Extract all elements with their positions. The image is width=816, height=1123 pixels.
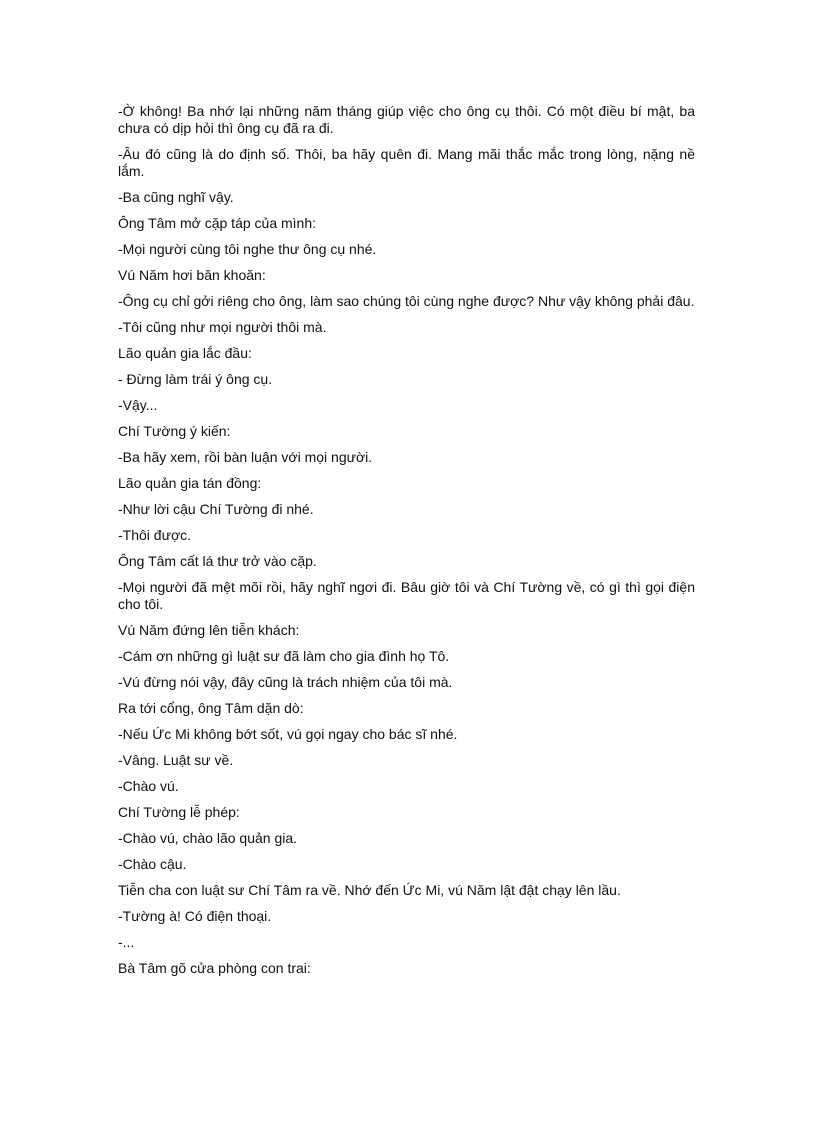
paragraph: Tiễn cha con luật sư Chí Tâm ra về. Nhớ đến Ức Mi, vú Năm lật đật chạy lên lầu. (118, 882, 621, 898)
paragraph: -Chào vú. (118, 778, 179, 794)
paragraph: -... (118, 934, 135, 950)
paragraph: -Nếu Ức Mi không bớt sốt, vú gọi ngay cho bác sĩ nhé. (118, 726, 458, 742)
paragraph: -Vậy... (118, 397, 158, 413)
paragraph: -Tường à! Có điện thoại. (118, 908, 272, 924)
paragraph: -Như lời cậu Chí Tường đi nhé. (118, 501, 314, 517)
paragraph: -Mọi người cùng tôi nghe thư ông cụ nhé. (118, 241, 377, 257)
paragraph: Vú Năm đứng lên tiễn khách: (118, 622, 300, 638)
paragraph: Chí Tường ý kiến: (118, 423, 231, 439)
paragraph: Lão quản gia lắc đầu: (118, 345, 252, 361)
paragraph: Ông Tâm cất lá thư trở vào cặp. (118, 553, 317, 569)
paragraph: Ra tới cổng, ông Tâm dặn dò: (118, 700, 304, 716)
paragraph: -Âu đó cũng là do định số. Thôi, ba hãy quên đi. Mang mãi thắc mắc trong lòng, nặng nề lắm. (118, 146, 695, 179)
paragraph: Ông Tâm mở cặp táp của mình: (118, 215, 317, 231)
paragraph: -Ờ không! Ba nhớ lại những năm tháng giúp việc cho ông cụ thôi. Có một điều bí mật, ba chưa có dịp hỏi thì ông cụ đã ra đi. (118, 103, 695, 136)
paragraph: -Thôi được. (118, 527, 192, 543)
document-body (118, 103, 695, 986)
paragraph: -Chào cậu. (118, 856, 187, 872)
paragraph: Chí Tường lễ phép: (118, 804, 240, 820)
paragraph: -Mọi người đã mệt mõi rồi, hãy nghĩ ngơi đi. Bâu giờ tôi và Chí Tường về, có gì thì gọi điện cho tôi. (118, 579, 695, 612)
paragraph: -Chào vú, chào lão quản gia. (118, 830, 298, 846)
paragraph: -Vú đừng nói vậy, đây cũng là trách nhiệm của tôi mà. (118, 674, 453, 690)
paragraph: -Ba cũng nghĩ vậy. (118, 189, 234, 205)
paragraph: -Ba hãy xem, rồi bàn luận với mọi người. (118, 449, 373, 465)
paragraph: -Tôi cũng như mọi người thôi mà. (118, 319, 327, 335)
paragraph: Lão quản gia tán đồng: (118, 475, 262, 491)
paragraph: -Vâng. Luật sư về. (118, 752, 234, 768)
paragraph: -Ông cụ chỉ gởi riêng cho ông, làm sao chúng tôi cùng nghe được? Như vậy không phải đâu. (118, 293, 695, 309)
paragraph: Vú Năm hơi băn khoăn: (118, 267, 266, 283)
paragraph: -Cám ơn những gì luật sư đã làm cho gia đình họ Tô. (118, 648, 450, 664)
paragraph: Bà Tâm gõ cửa phòng con trai: (118, 960, 311, 976)
paragraph: - Đừng làm trái ý ông cụ. (118, 371, 273, 387)
